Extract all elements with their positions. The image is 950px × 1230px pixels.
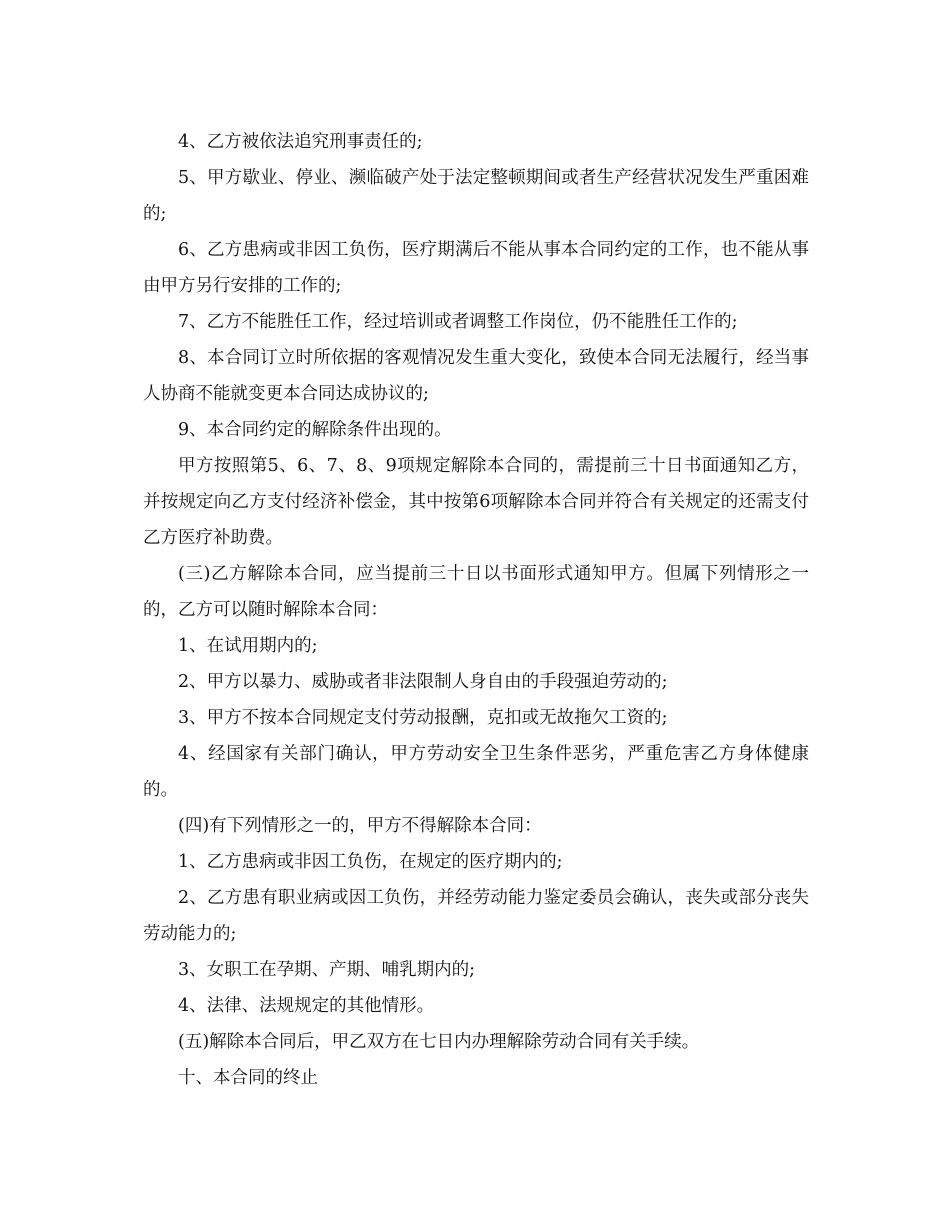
section-3-item-1: 1、在试用期内的; <box>178 636 318 656</box>
section-4-no-termination: (四)有下列情形之一的，甲方不得解除本合同： <box>178 816 542 836</box>
clause-8-objective-change: 8、本合同订立时所依据的客观情况发生重大变化，致使本合同无法履行，经当事人协商不能就变更本合同达成协议的; <box>143 348 809 404</box>
section-5-procedures: (五)解除本合同后，甲乙双方在七日内办理解除劳动合同有关手续。 <box>178 1032 700 1052</box>
employer-notice-paragraph: 甲方按照第5、6、7、8、9项规定解除本合同的，需提前三十日书面通知乙方，并按规定向乙方支付经济补偿金，其中按第6项解除本合同并符合有关规定的还需支付乙方医疗补助费。 <box>143 456 809 548</box>
clause-9-termination-condition: 9、本合同约定的解除条件出现的。 <box>178 420 452 440</box>
section-3-item-2: 2、甲方以暴力、威胁或者非法限制人身自由的手段强迫劳动的; <box>178 672 668 692</box>
clause-5-business-suspension: 5、甲方歇业、停业、濒临破产处于法定整顿期间或者生产经营状况发生严重困难的; <box>143 168 809 224</box>
section-4-item-4: 4、法律、法规规定的其他情形。 <box>178 996 435 1016</box>
section-3-item-3: 3、甲方不按本合同规定支付劳动报酬，克扣或无故拖欠工资的; <box>178 708 668 728</box>
document-body <box>143 124 809 1096</box>
section-3-employee-termination: (三)乙方解除本合同，应当提前三十日以书面形式通知甲方。但属下列情形之一的，乙方可以随时解除本合同： <box>143 564 809 620</box>
clause-7-incompetence: 7、乙方不能胜任工作，经过培训或者调整工作岗位，仍不能胜任工作的; <box>178 312 738 332</box>
section-4-item-1: 1、乙方患病或非因工负伤，在规定的医疗期内的; <box>178 852 563 872</box>
clause-6-illness-injury: 6、乙方患病或非因工负伤，医疗期满后不能从事本合同约定的工作，也不能从事由甲方另行安排的工作的; <box>143 240 809 296</box>
section-heading-termination: 十、本合同的终止 <box>178 1068 318 1088</box>
section-3-item-4: 4、经国家有关部门确认，甲方劳动安全卫生条件恶劣，严重危害乙方身体健康的。 <box>143 744 809 800</box>
section-4-item-3: 3、女职工在孕期、产期、哺乳期内的; <box>178 960 476 980</box>
clause-4-criminal-liability: 4、乙方被依法追究刑事责任的; <box>178 132 423 152</box>
section-4-item-2: 2、乙方患有职业病或因工负伤，并经劳动能力鉴定委员会确认，丧失或部分丧失劳动能力的; <box>143 888 809 944</box>
